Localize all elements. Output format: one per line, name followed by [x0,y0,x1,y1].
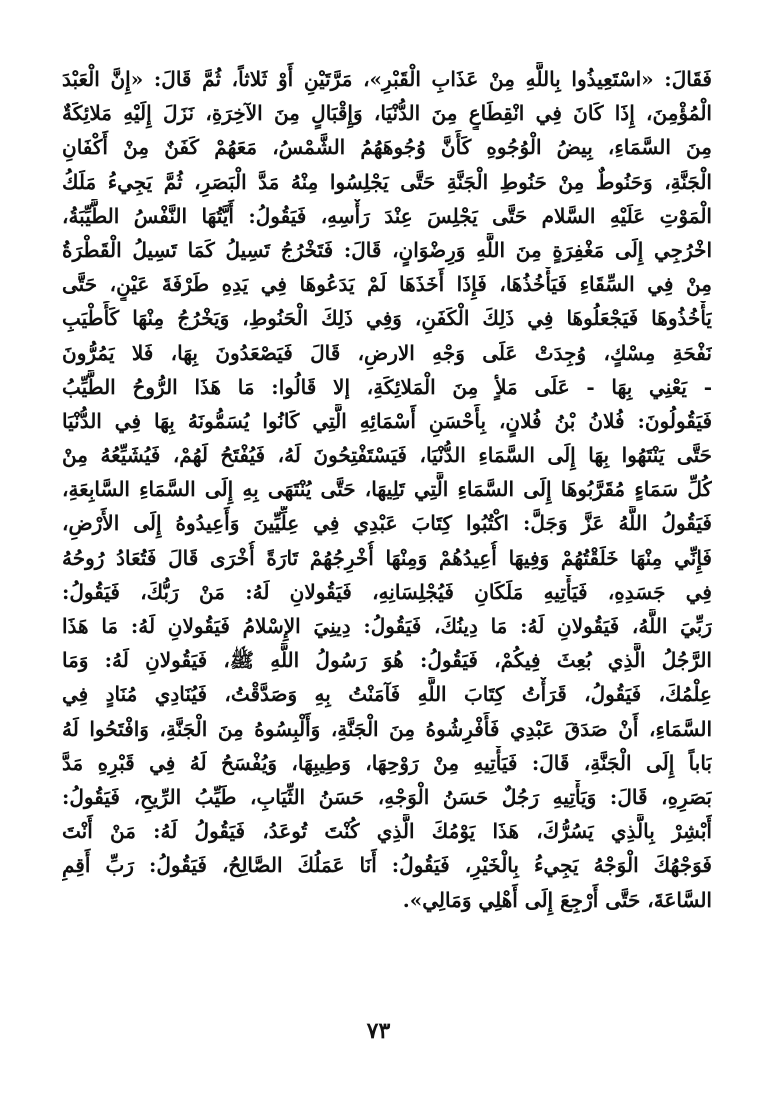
text-line: عِلْمُكَ، فَيَقُولُ، قَرَأْتُ كِتَابَ اللَّهِ فَآمَنْتُ بِهِ وَصَدَّقْتُ، فَيُنَادِي مُنَادٍ فِي [62,682,712,707]
text-line: السَّمَاءِ، أَنْ صَدَقَ عَبْدِي فَأَفْرِشُوهُ مِنَ الْجَنَّةِ، وَأَلْبِسُوهُ مِنَ الْجَنَّةِ، وَافْتَحُوا لَهُ [62,716,712,741]
text-line: اخْرُجِي إِلَى مَغْفِرَةٍ مِنَ اللَّهِ وَرِضْوَانٍ، قَالَ: فَتَخْرُجُ تَسِيلُ كَمَا تَسِيلُ الْقَطْرَةُ [62,237,712,262]
page-number: ٧٣ [366,1018,391,1044]
text-line: فَيَقُولُونَ: فُلانُ بْنُ فُلانٍ، بِأَحْسَنِ أَسْمَائِهِ الَّتِي كَانُوا يُسَمُّونَهُ بِهَا فِي الدُّنْيَا [62,408,712,433]
text-line: - يَعْنِي بِهَا - عَلَى مَلأٍ مِنَ الْمَلائِكَةِ، إلا قَالُوا: مَا هَذَا الرُّوحُ الطَّيِّبُ [62,374,712,399]
text-line: الْمَوْتِ عَلَيْهِ السَّلام حَتَّى يَجْلِسَ عِنْدَ رَأْسِهِ، فَيَقُولُ: أَيَّتُهَا النَّفْسُ الطَّيِّبَةُ، [62,203,712,228]
text-line: فَقَالَ: «اسْتَعِيذُوا بِاللَّهِ مِنْ عَذَابِ الْقَبْرِ»، مَرَّتَيْنِ أَوْ ثَلاثاً، ثُمَّ قَالَ: «إِنَّ الْعَبْدَ [62,67,712,91]
text-line: نَفْحَةِ مِسْكٍ، وُجِدَتْ عَلَى وَجْهِ الارضِ، قَالَ فَيَصْعَدُونَ بِهَا، فَلا يَمُرُّونَ [62,340,712,365]
text-line: فَوَجْهُكَ الْوَجْهُ يَجِيءُ بِالْخَيْرِ، فَيَقُولُ: أَنَا عَمَلُكَ الصَّالِحُ، فَيَقُولُ: رَبِّ أَقِمِ [62,853,712,878]
text-line: بَصَرِهِ، قَالَ: وَيَأْتِيهِ رَجُلٌ حَسَنُ الْوَجْهِ، حَسَنُ الثِّيَابِ، طَيِّبُ الرِّيحِ، فَيَقُولُ: [62,784,712,809]
text-line: رَبِّيَ اللَّهُ، فَيَقُولانِ لَهُ: مَا دِينُكَ، فَيَقُولُ: دِينِيَ الإِسْلامُ فَيَقُولانِ لَهُ: مَا هَذَا [62,614,712,638]
text-line: مِنْ فِي السِّقَاءِ فَيَأْخُذُهَا، فَإِذَا أَخَذَهَا لَمْ يَدَعُوهَا فِي يَدِهِ طَرْفَةَ عَيْنٍ، حَتَّى [62,272,712,297]
text-line: يَأْخُذُوهَا فَيَجْعَلُوهَا فِي ذَلِكَ الْكَفَنِ، وَفِي ذَلِكَ الْحَنُوطِ، وَيَخْرُجُ مِنْهَا كَأَطْيَبِ [62,306,712,331]
text-line: الْجَنَّةِ، وَحَنُوطٌ مِنْ حَنُوطِ الْجَنَّةِ حَتَّى يَجْلِسُوا مِنْهُ مَدَّ الْبَصَرِ، ثُمَّ يَجِيءُ مَلَكُ [62,169,712,194]
text-line: الرَّجُلُ الَّذِي بُعِثَ فِيكُمْ، فَيَقُولُ: هُوَ رَسُولُ اللَّهِ ﷺ، فَيَقُولانِ لَهُ: وَمَا [62,648,712,673]
text-line: فِي جَسَدِهِ، فَيَأْتِيهِ مَلَكَانِ فَيُجْلِسَانِهِ، فَيَقُولانِ لَهُ: مَنْ رَبُّكَ، فَيَقُولُ: [62,579,712,604]
body-text [62,62,712,917]
text-line: حَتَّى يَنْتَهُوا بِهَا إِلَى السَّمَاءِ الدُّنْيَا، فَيَسْتَفْتِحُونَ لَهُ، فَيُفْتَحُ لَهُمْ، فَيُشَيِّعُهُ مِنْ [62,443,712,468]
text-line: بَاباً إِلَى الْجَنَّةِ، قَالَ: فَيَأْتِيهِ مِنْ رَوْحِهَا، وَطِيبِهَا، وَيُفْسَحُ لَهُ فِي قَبْرِهِ مَدَّ [62,750,712,775]
text-line: مِنَ السَّمَاءِ، بِيضُ الْوُجُوهِ كَأَنَّ وُجُوهَهُمُ الشَّمْسُ، مَعَهُمْ كَفَنٌ مِنْ أَكْفَانِ [62,135,712,160]
text-line-last: السَّاعَةَ، حَتَّى أَرْجِعَ إِلَى أَهْلِي وَمَالِي». [402,887,712,912]
text-line: الْمُؤْمِنَ، إِذَا كَانَ فِي انْقِطَاعٍ مِنَ الدُّنْيَا، وَإِقْبَالٍ مِنَ الآخِرَةِ، نَزَلَ إِلَيْهِ مَلائِكَةٌ [62,101,712,126]
text-line: أَبْشِرْ بِالَّذِي يَسُرُّكَ، هَذَا يَوْمُكَ الَّذِي كُنْتَ تُوعَدُ، فَيَقُولُ لَهُ: مَنْ أَنْتَ [62,819,712,844]
text-line: فَإِنِّي مِنْهَا خَلَقْتُهُمْ وَفِيهَا أُعِيدُهُمْ وَمِنْهَا أُخْرِجُهُمْ تَارَةً أُخْرَى قَالَ فَتُعَادُ رُوحُهُ [62,545,712,570]
text-line: فَيَقُولُ اللَّهُ عَزَّ وَجَلَّ: اكْتُبُوا كِتَابَ عَبْدِي فِي عِلِّيِّينَ وَأَعِيدُوهُ إِلَى الأَرْضِ، [62,511,712,536]
text-line: كُلِّ سَمَاءٍ مُقَرَّبُوهَا إِلَى السَّمَاءِ الَّتِي تَلِيهَا، حَتَّى يُنْتَهَى بِهِ إِلَى السَّمَاءِ السَّابِعَةِ، [62,477,712,502]
